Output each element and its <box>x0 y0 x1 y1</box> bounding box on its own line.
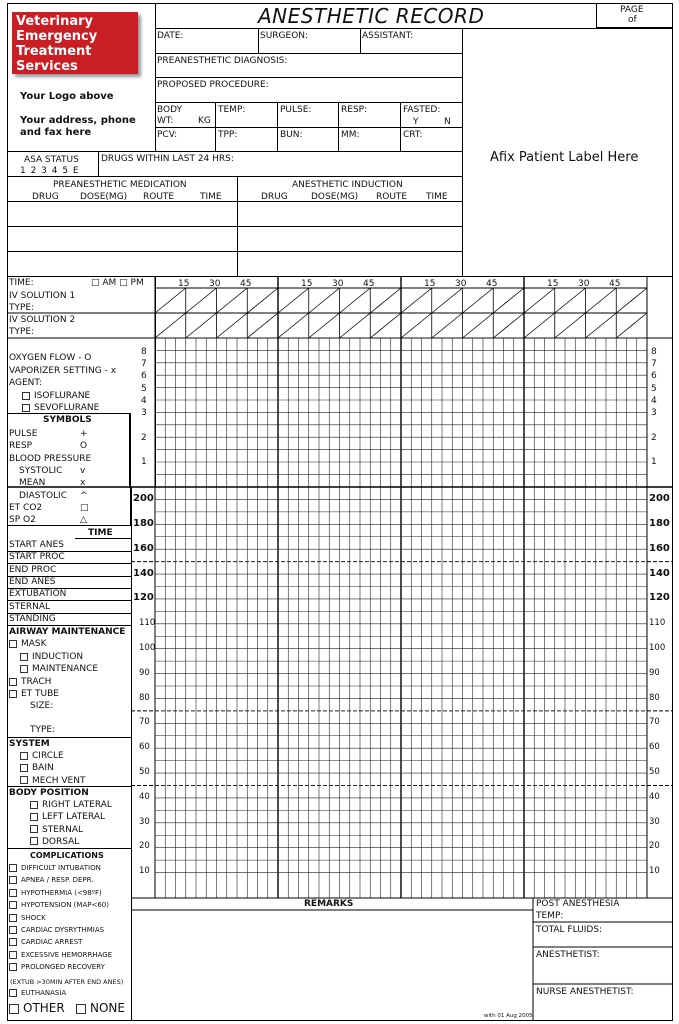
induction-label: INDUCTION <box>32 652 84 662</box>
option-label: HYPOTENSION (MAP<60) <box>21 901 109 910</box>
temp-field[interactable]: TEMP: <box>218 105 246 115</box>
o2-scale-left: 2 <box>141 433 147 443</box>
o2-scale-left: 1 <box>141 457 147 467</box>
vitals-scale-left: 160 <box>133 543 154 554</box>
vitals-scale-right: 70 <box>649 717 660 727</box>
asa-scale[interactable]: 1 2 3 4 5 E <box>20 166 80 176</box>
option-label: DORSAL <box>42 836 80 847</box>
body-label: BODY <box>157 105 183 115</box>
vitals-scale-left: 100 <box>139 643 156 653</box>
time-event-label[interactable]: STANDING <box>9 613 56 624</box>
bun-field[interactable]: BUN: <box>280 130 303 140</box>
logo-line-1: Veterinary <box>16 14 93 29</box>
vitals-scale-left: 30 <box>139 817 150 827</box>
o2-scale-right: 4 <box>651 396 657 406</box>
sevoflurane-label: SEVOFLURANE <box>34 403 100 413</box>
symbol-label: SP O2 <box>9 515 36 526</box>
o2-scale-right: 2 <box>651 433 657 443</box>
option-label: BAIN <box>32 763 54 774</box>
iv-solution-2: IV SOLUTION 2 <box>9 315 76 325</box>
time-events-title: TIME <box>88 528 113 538</box>
oxygen-flow-label: OXYGEN FLOW - O <box>9 353 92 363</box>
symbol-label: SYSTOLIC <box>19 465 63 476</box>
resp-field[interactable]: RESP: <box>341 105 368 115</box>
symbol-glyph: x <box>80 478 86 489</box>
post-temp-field[interactable]: TEMP: <box>536 911 564 921</box>
vitals-scale-left: 140 <box>133 568 154 579</box>
patient-label-area: Afix Patient Label Here <box>490 150 639 165</box>
vitals-scale-left: 180 <box>133 518 154 529</box>
maintenance-label: MAINTENANCE <box>32 664 99 674</box>
vitals-scale-left: 70 <box>139 717 150 727</box>
symbol-label: RESP <box>9 441 33 452</box>
symbol-label: PULSE <box>9 429 38 439</box>
vitals-scale-right: 110 <box>649 618 666 628</box>
o2-scale-right: 6 <box>651 371 657 381</box>
tick-15-h3: 15 <box>424 279 436 289</box>
vitals-scale-right: 180 <box>649 518 670 529</box>
agent-label: AGENT: <box>9 378 42 388</box>
option-label: APNEA / RESP. DEPR. <box>21 876 94 885</box>
time-event-label[interactable]: STERNAL <box>9 601 51 612</box>
am-pm-checkboxes[interactable]: □ AM □ PM <box>91 278 144 288</box>
option-label: MECH VENT <box>32 775 86 786</box>
tick-15-h1: 15 <box>178 279 190 289</box>
o2-scale-left: 4 <box>141 396 147 406</box>
fasted-field[interactable]: FASTED: <box>403 105 441 115</box>
ind-col-time: TIME <box>426 192 448 202</box>
page-of: of <box>628 15 637 25</box>
o2-scale-right: 7 <box>651 359 657 369</box>
option-label: DIFFICULT INTUBATION <box>21 864 101 872</box>
vitals-scale-left: 110 <box>139 618 156 628</box>
time-event-label[interactable]: START PROC <box>9 552 65 563</box>
tick-30-h3: 30 <box>455 279 467 289</box>
extub-note: (EXTUB >30MIN AFTER END ANES) <box>10 978 124 986</box>
vitals-scale-right: 40 <box>649 792 660 802</box>
other-label: OTHER <box>23 1001 65 1015</box>
o2-scale-right: 5 <box>651 384 657 394</box>
tick-45-h4: 45 <box>609 279 621 289</box>
symbol-glyph: ^ <box>80 490 88 501</box>
tick-30-h1: 30 <box>209 279 221 289</box>
option-label: STERNAL <box>42 824 84 835</box>
vitals-scale-right: 140 <box>649 568 670 579</box>
o2-scale-right: 8 <box>651 347 657 357</box>
et-size-field[interactable]: SIZE: <box>30 701 54 711</box>
page-title: ANESTHETIC RECORD <box>258 4 485 28</box>
vitals-scale-right: 120 <box>649 592 670 603</box>
pcv-field[interactable]: PCV: <box>157 130 178 140</box>
et-tube-label: ET TUBE <box>21 689 59 699</box>
vitals-scale-left: 90 <box>139 668 150 678</box>
logo-line-3: Treatment <box>16 44 92 59</box>
vitals-scale-right: 200 <box>649 493 670 504</box>
vaporizer-label: VAPORIZER SETTING - x <box>9 366 117 376</box>
ind-col-route: ROUTE <box>376 192 408 202</box>
option-label: EXCESSIVE HEMORRHAGE <box>21 950 113 959</box>
option-label: CARDIAC DYSRYTHMIAS <box>21 926 105 934</box>
assistant-field[interactable]: ASSISTANT: <box>362 31 414 41</box>
tpp-field[interactable]: TPP: <box>218 130 238 140</box>
option-label: RIGHT LATERAL <box>42 800 112 810</box>
tick-15-h2: 15 <box>301 279 313 289</box>
o2-scale-left: 8 <box>141 347 147 357</box>
ind-col-dose: DOSE(MG) <box>311 192 359 202</box>
vitals-scale-right: 50 <box>649 767 660 777</box>
logo-line-2: Emergency <box>16 29 98 44</box>
et-type-field[interactable]: TYPE: <box>30 725 56 735</box>
drugs-24-field[interactable]: DRUGS WITHIN LAST 24 HRS: <box>101 154 234 164</box>
vitals-scale-right: 80 <box>649 693 660 703</box>
o2-scale-left: 6 <box>141 371 147 381</box>
vitals-scale-left: 80 <box>139 693 150 703</box>
surgeon-field[interactable]: SURGEON: <box>260 31 309 41</box>
vitals-scale-left: 120 <box>133 592 154 603</box>
tick-30-h4: 30 <box>578 279 590 289</box>
option-label: LEFT LATERAL <box>42 812 105 823</box>
pre-col-time: TIME <box>200 192 222 202</box>
pre-col-dose: DOSE(MG) <box>80 192 128 202</box>
tick-30-h2: 30 <box>332 279 344 289</box>
option-label: SHOCK <box>21 913 46 922</box>
vitals-scale-right: 30 <box>649 817 660 827</box>
remarks-footer-note: with 01 Aug 2005 <box>484 1013 533 1019</box>
fasted-no[interactable]: N <box>444 117 451 127</box>
logo-caption: Your Logo above <box>20 91 114 102</box>
symbols-title: SYMBOLS <box>43 415 92 425</box>
symbol-label: ET CO2 <box>9 502 43 513</box>
option-label: CARDIAC ARREST <box>21 938 83 947</box>
symbol-label: DIASTOLIC <box>19 490 67 501</box>
address-line-2: and fax here <box>20 127 92 138</box>
tick-45-h2: 45 <box>363 279 375 289</box>
mm-field[interactable]: MM: <box>341 130 360 140</box>
time-label: TIME: <box>9 278 34 288</box>
diagnosis-field[interactable]: PREANESTHETIC DIAGNOSIS: <box>157 56 288 66</box>
vitals-scale-right: 100 <box>649 643 666 653</box>
airway-title: AIRWAY MAINTENANCE <box>9 627 126 637</box>
anesthetist-field[interactable]: ANESTHETIST: <box>536 950 600 960</box>
pre-col-drug: DRUG <box>32 192 59 202</box>
complications-title: COMPLICATIONS <box>30 851 104 860</box>
system-title: SYSTEM <box>9 739 50 749</box>
vitals-scale-left: 10 <box>139 866 150 876</box>
logo-line-4: Services <box>16 59 78 74</box>
weight-field[interactable]: WT: <box>157 116 174 126</box>
fasted-yes[interactable]: Y <box>413 117 419 127</box>
o2-scale-left: 5 <box>141 384 147 394</box>
symbol-label: BLOOD PRESSURE <box>9 453 92 464</box>
tick-45-h3: 45 <box>486 279 498 289</box>
vitals-scale-right: 20 <box>649 841 660 851</box>
symbol-glyph: O <box>80 441 88 452</box>
nurse-anesthetist-field[interactable]: NURSE ANESTHETIST: <box>536 987 634 997</box>
pulse-field[interactable]: PULSE: <box>280 105 312 115</box>
time-event-label[interactable]: EXTUBATION <box>9 589 67 600</box>
vitals-scale-right: 10 <box>649 866 660 876</box>
time-event-label[interactable]: END ANES <box>9 576 56 587</box>
vitals-scale-left: 50 <box>139 767 150 777</box>
body-position-title: BODY POSITION <box>9 788 89 798</box>
vitals-scale-right: 60 <box>649 742 660 752</box>
remarks-title: REMARKS <box>304 899 354 909</box>
mask-label: MASK <box>21 639 47 649</box>
symbol-glyph: + <box>80 429 88 439</box>
symbol-glyph: △ <box>80 515 87 526</box>
time-event-label[interactable]: END PROC <box>9 564 57 575</box>
vitals-scale-right: 160 <box>649 543 670 554</box>
total-fluids-field[interactable]: TOTAL FLUIDS: <box>536 925 603 935</box>
none-label: NONE <box>90 1001 125 1015</box>
tick-15-h4: 15 <box>547 279 559 289</box>
vitals-scale-left: 20 <box>139 841 150 851</box>
tick-45-h1: 45 <box>240 279 252 289</box>
preanesthetic-medication-title: PREANESTHETIC MEDICATION <box>53 180 187 190</box>
asa-status-label: ASA STATUS <box>24 155 79 165</box>
vitals-scale-left: 40 <box>139 792 150 802</box>
page-label: PAGE <box>620 5 644 15</box>
procedure-field[interactable]: PROPOSED PROCEDURE: <box>157 80 269 90</box>
iv-solution-1: IV SOLUTION 1 <box>9 291 76 301</box>
time-event-label[interactable]: START ANES <box>9 540 64 550</box>
date-field[interactable]: DATE: <box>157 31 184 41</box>
symbol-label: MEAN <box>19 478 46 489</box>
o2-scale-right: 1 <box>651 457 657 467</box>
trach-label: TRACH <box>21 677 52 687</box>
crt-field[interactable]: CRT: <box>403 130 423 140</box>
kg-unit: KG <box>198 116 211 126</box>
iv-type-1[interactable]: TYPE: <box>9 303 35 313</box>
vitals-scale-left: 60 <box>139 742 150 752</box>
option-label: CIRCLE <box>32 751 64 761</box>
post-anesthesia-label: POST ANESTHESIA <box>536 899 620 909</box>
option-label: PROLONGED RECOVERY <box>21 963 105 972</box>
pre-col-route: ROUTE <box>143 192 175 202</box>
o2-scale-left: 7 <box>141 359 147 369</box>
o2-scale-left: 3 <box>141 408 147 418</box>
iv-type-2[interactable]: TYPE: <box>9 327 35 337</box>
symbol-glyph: □ <box>80 502 89 513</box>
o2-scale-right: 3 <box>651 408 657 418</box>
vitals-scale-left: 200 <box>133 493 154 504</box>
address-line-1: Your address, phone <box>20 115 136 126</box>
ind-col-drug: DRUG <box>261 192 288 202</box>
option-label: HYPOTHERMIA (<98ºF) <box>21 888 102 897</box>
isoflurane-label: ISOFLURANE <box>34 391 91 401</box>
euthanasia-label: EUTHANASIA <box>21 989 67 997</box>
vitals-scale-right: 90 <box>649 668 660 678</box>
symbol-glyph: v <box>80 465 86 476</box>
anesthetic-induction-title: ANESTHETIC INDUCTION <box>292 180 403 190</box>
